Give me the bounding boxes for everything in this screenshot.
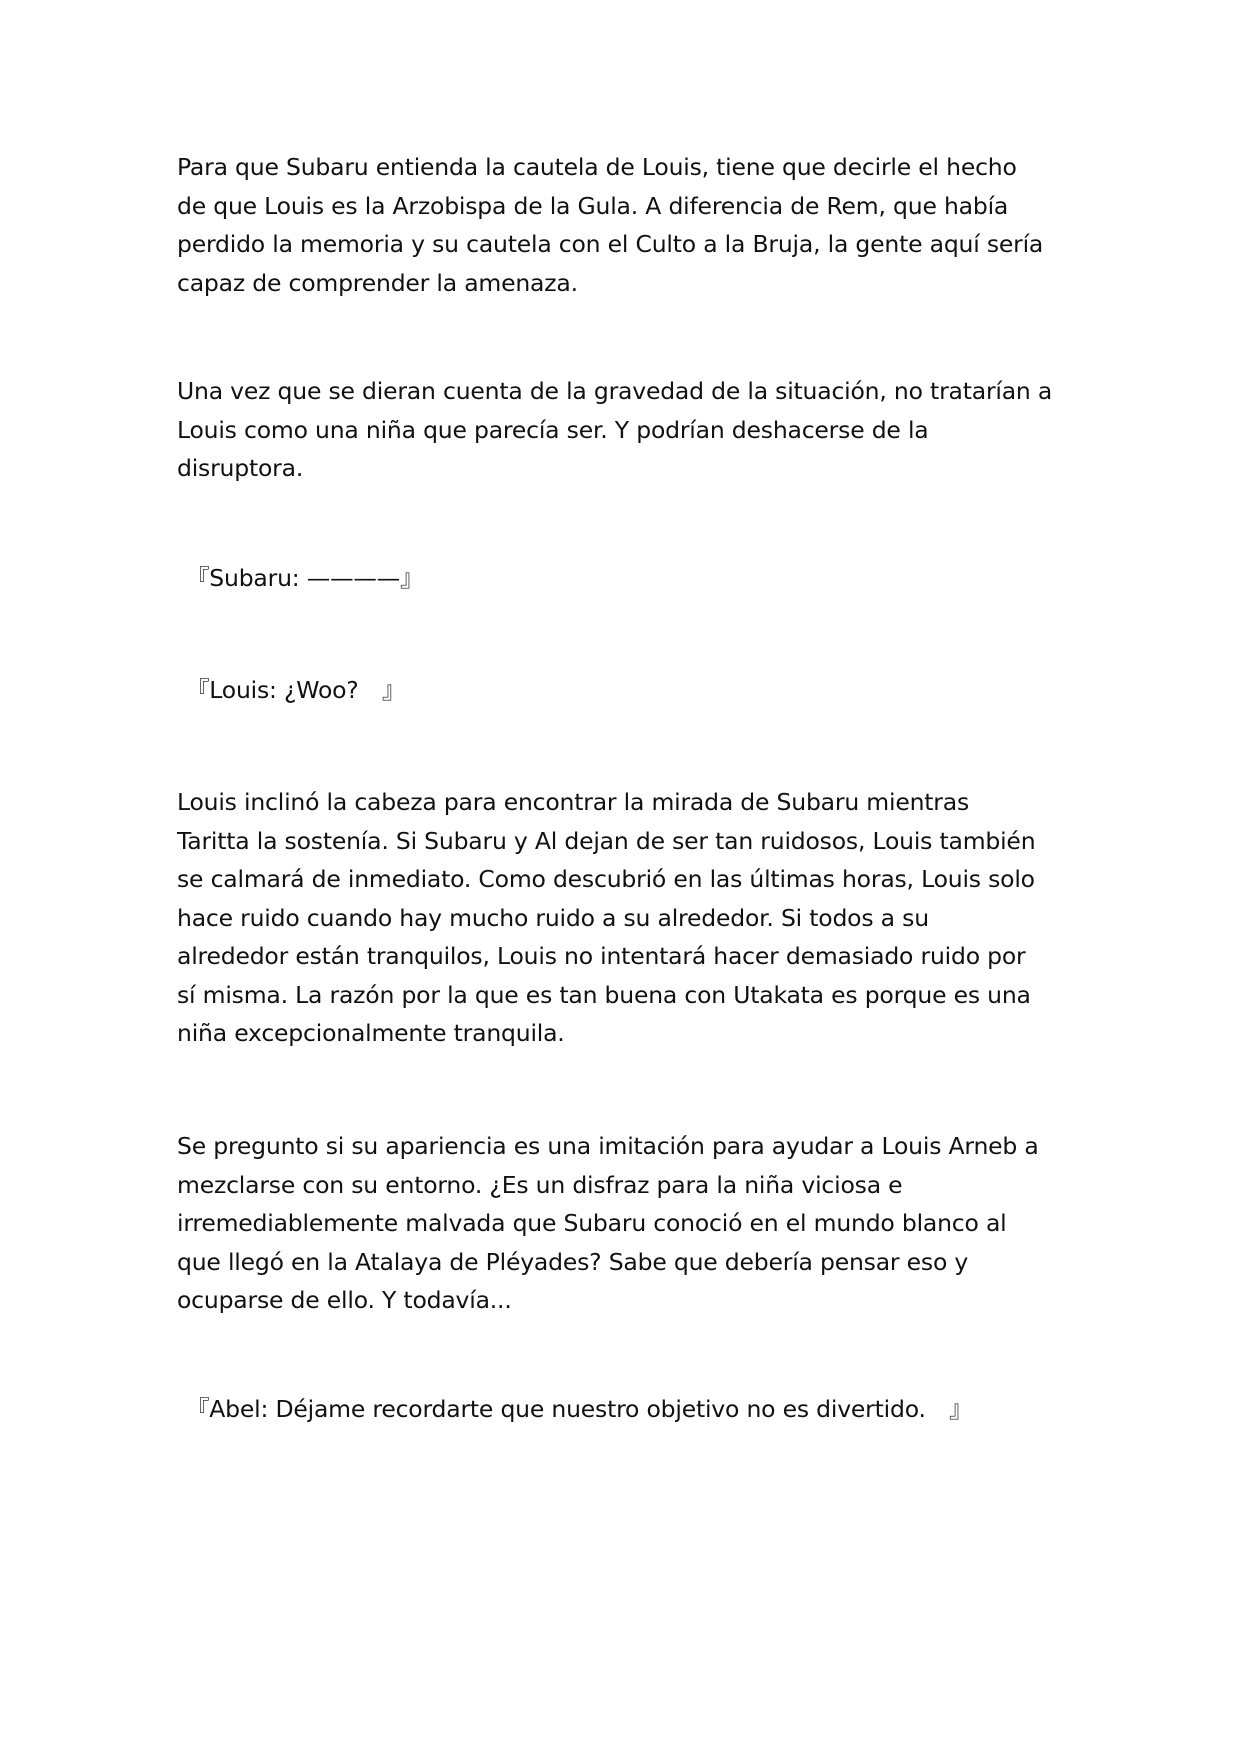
paragraph-line: disruptora. <box>177 454 304 482</box>
paragraph-line: hace ruido cuando hay mucho ruido a su alrededor. Si todos a su <box>177 903 929 932</box>
paragraph-line: Una vez que se dieran cuenta de la gravedad de la situación, no tratarían a <box>177 377 1053 405</box>
paragraph-line: ocuparse de ello. Y todavía... <box>177 1286 512 1314</box>
paragraph-line: niña excepcionalmente tranquila. <box>177 1019 565 1047</box>
paragraph-line: se calmará de inmediato. Como descubrió en las últimas horas, Louis solo <box>177 865 1035 893</box>
paragraph-line: de que Louis es la Arzobispa de la Gula. A diferencia de Rem, que había <box>177 191 1009 220</box>
paragraph-line: Para que Subaru entienda la cautela de Louis, tiene que decirle el hecho <box>177 153 1017 181</box>
paragraph-3 <box>177 783 1077 1053</box>
paragraph-line: capaz de comprender la amenaza. <box>177 268 578 297</box>
paragraph-2 <box>177 372 1077 488</box>
paragraph-line: irremediablemente malvada que Subaru conoció en el mundo blanco al <box>177 1209 1007 1237</box>
paragraph-line: Louis como una niña que parecía ser. Y podrían deshacerse de la <box>177 415 929 444</box>
paragraph-1 <box>177 148 1077 302</box>
dialogue-louis <box>186 671 1086 710</box>
paragraph-line: Taritta la sostenía. Si Subaru y Al dejan de ser tan ruidosos, Louis también <box>177 826 1036 855</box>
dialogue-subaru <box>186 559 1086 598</box>
paragraph-line: Louis inclinó la cabeza para encontrar la mirada de Subaru mientras <box>177 788 970 816</box>
paragraph-4 <box>177 1127 1077 1320</box>
dialogue-abel <box>186 1390 1086 1429</box>
paragraph-line: que llegó en la Atalaya de Pléyades? Sabe que debería pensar eso y <box>177 1247 969 1276</box>
dialogue-line: 『Louis: ¿Woo? 』 <box>186 676 406 704</box>
paragraph-line: mezclarse con su entorno. ¿Es un disfraz para la niña viciosa e <box>177 1170 903 1199</box>
paragraph-line: sí misma. La razón por la que es tan buena con Utakata es porque es una <box>177 980 1031 1009</box>
dialogue-line: 『Subaru: ————』 <box>186 564 424 592</box>
paragraph-line: alrededor están tranquilos, Louis no intentará hacer demasiado ruido por <box>177 942 1026 970</box>
paragraph-line: perdido la memoria y su cautela con el Culto a la Bruja, la gente aquí sería <box>177 230 1044 258</box>
dialogue-line: 『Abel: Déjame recordarte que nuestro objetivo no es divertido. 』 <box>186 1395 973 1423</box>
paragraph-line: Se pregunto si su apariencia es una imitación para ayudar a Louis Arneb a <box>177 1132 1039 1160</box>
